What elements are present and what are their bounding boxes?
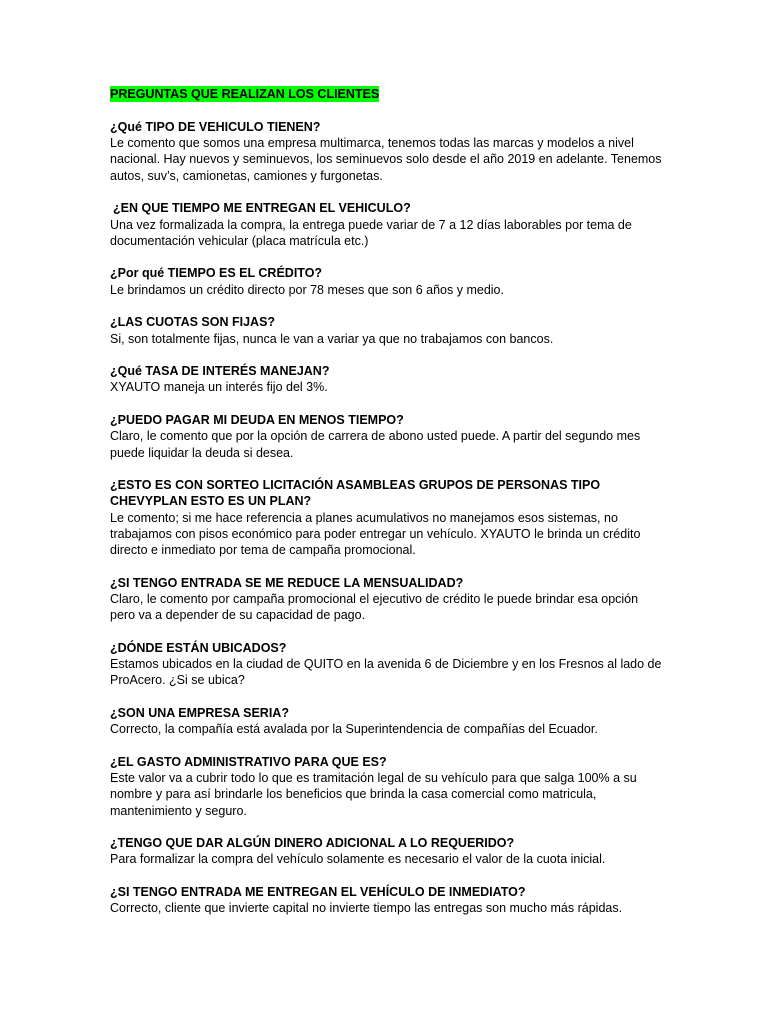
qa-item [110, 119, 662, 184]
question: ¿PUEDO PAGAR MI DEUDA EN MENOS TIEMPO? [110, 413, 404, 428]
question: ¿ESTO ES CON SORTEO LICITACIÓN ASAMBLEAS GRUPOS DE PERSONAS TIPO CHEVYPLAN ESTO ES UN PLAN? [110, 478, 601, 509]
answer: Correcto, cliente que invierte capital no invierte tiempo las entregas son mucho más rápidas. [110, 901, 623, 916]
answer: XYAUTO maneja un interés fijo del 3%. [110, 380, 328, 395]
question: ¿Qué TIPO DE VEHICULO TIENEN? [110, 120, 321, 134]
qa-item [110, 884, 662, 916]
answer: Le brindamos un crédito directo por 78 meses que son 6 años y medio. [110, 282, 504, 297]
question: ¿DÓNDE ESTÁN UBICADOS? [110, 640, 287, 655]
qa-item [110, 705, 662, 737]
qa-item [110, 314, 662, 346]
qa-item [110, 363, 662, 395]
question: ¿EN QUE TIEMPO ME ENTREGAN EL VEHICULO? [113, 201, 411, 216]
answer: Una vez formalizada la compra, la entrega puede variar de 7 a 12 días laborables por tema de documentación vehicular (placa matrícula etc.) [110, 217, 632, 248]
answer: Para formalizar la compra del vehículo solamente es necesario el valor de la cuota inicial. [110, 852, 606, 867]
qa-item [110, 477, 662, 558]
answer: Estamos ubicados en la ciudad de QUITO en la avenida 6 de Diciembre y en los Fresnos al lado de ProAcero. ¿Si se ubica? [110, 657, 662, 688]
answer: Claro, le comento que por la opción de carrera de abono usted puede. A partir del segundo mes puede liquidar la deuda si desea. [110, 429, 641, 460]
answer: Le comento que somos una empresa multimarca, tenemos todas las marcas y modelos a nivel nacional. Hay nuevos y seminuevos, los seminuevos solo desde el año 2019 en adelante. Tenemos autos, suv’s, camionetas, camiones y furgonetas. [110, 136, 662, 183]
qa-item [110, 265, 662, 297]
answer: Si, son totalmente fijas, nunca le van a variar ya que no trabajamos con bancos. [110, 331, 554, 346]
qa-item [110, 835, 662, 867]
answer: Este valor va a cubrir todo lo que es tramitación legal de su vehículo para que salga 100% a su nombre y para así brindarle los beneficios que brinda la casa comercial como matricula, mantenimiento y seguro. [110, 771, 637, 818]
answer: Le comento; si me hace referencia a planes acumulativos no manejamos esos sistemas, no trabajamos con pisos económico para poder entregar un vehículo. XYAUTO le brinda un crédito directo e inmediato por tema de campaña promocional. [110, 510, 641, 558]
question: ¿SI TENGO ENTRADA SE ME REDUCE LA MENSUALIDAD? [110, 575, 464, 590]
answer: Correcto, la compañía está avalada por la Superintendencia de compañías del Ecuador. [110, 722, 598, 737]
document-title: PREGUNTAS QUE REALIZAN LOS CLIENTES [110, 87, 380, 101]
question: ¿Qué TASA DE INTERÉS MANEJAN? [110, 364, 330, 379]
question: ¿TENGO QUE DAR ALGÚN DINERO ADICIONAL A LO REQUERIDO? [110, 836, 515, 851]
qa-item [110, 640, 662, 689]
question: ¿Por qué TIEMPO ES EL CRÉDITO? [110, 266, 323, 281]
question: ¿SON UNA EMPRESA SERIA? [110, 705, 289, 720]
question: ¿SI TENGO ENTRADA ME ENTREGAN EL VEHÍCULO DE INMEDIATO? [110, 885, 526, 900]
document-page [110, 85, 662, 933]
question: ¿EL GASTO ADMINISTRATIVO PARA QUE ES? [110, 754, 387, 769]
question: ¿LAS CUOTAS SON FIJAS? [110, 315, 276, 330]
qa-item [110, 575, 662, 624]
qa-item [110, 754, 662, 819]
qa-item [110, 200, 662, 249]
answer: Claro, le comento por campaña promocional el ejecutivo de crédito le puede brindar esa opción pero va a depender de su capacidad de pago. [110, 591, 639, 623]
qa-item [110, 412, 662, 461]
